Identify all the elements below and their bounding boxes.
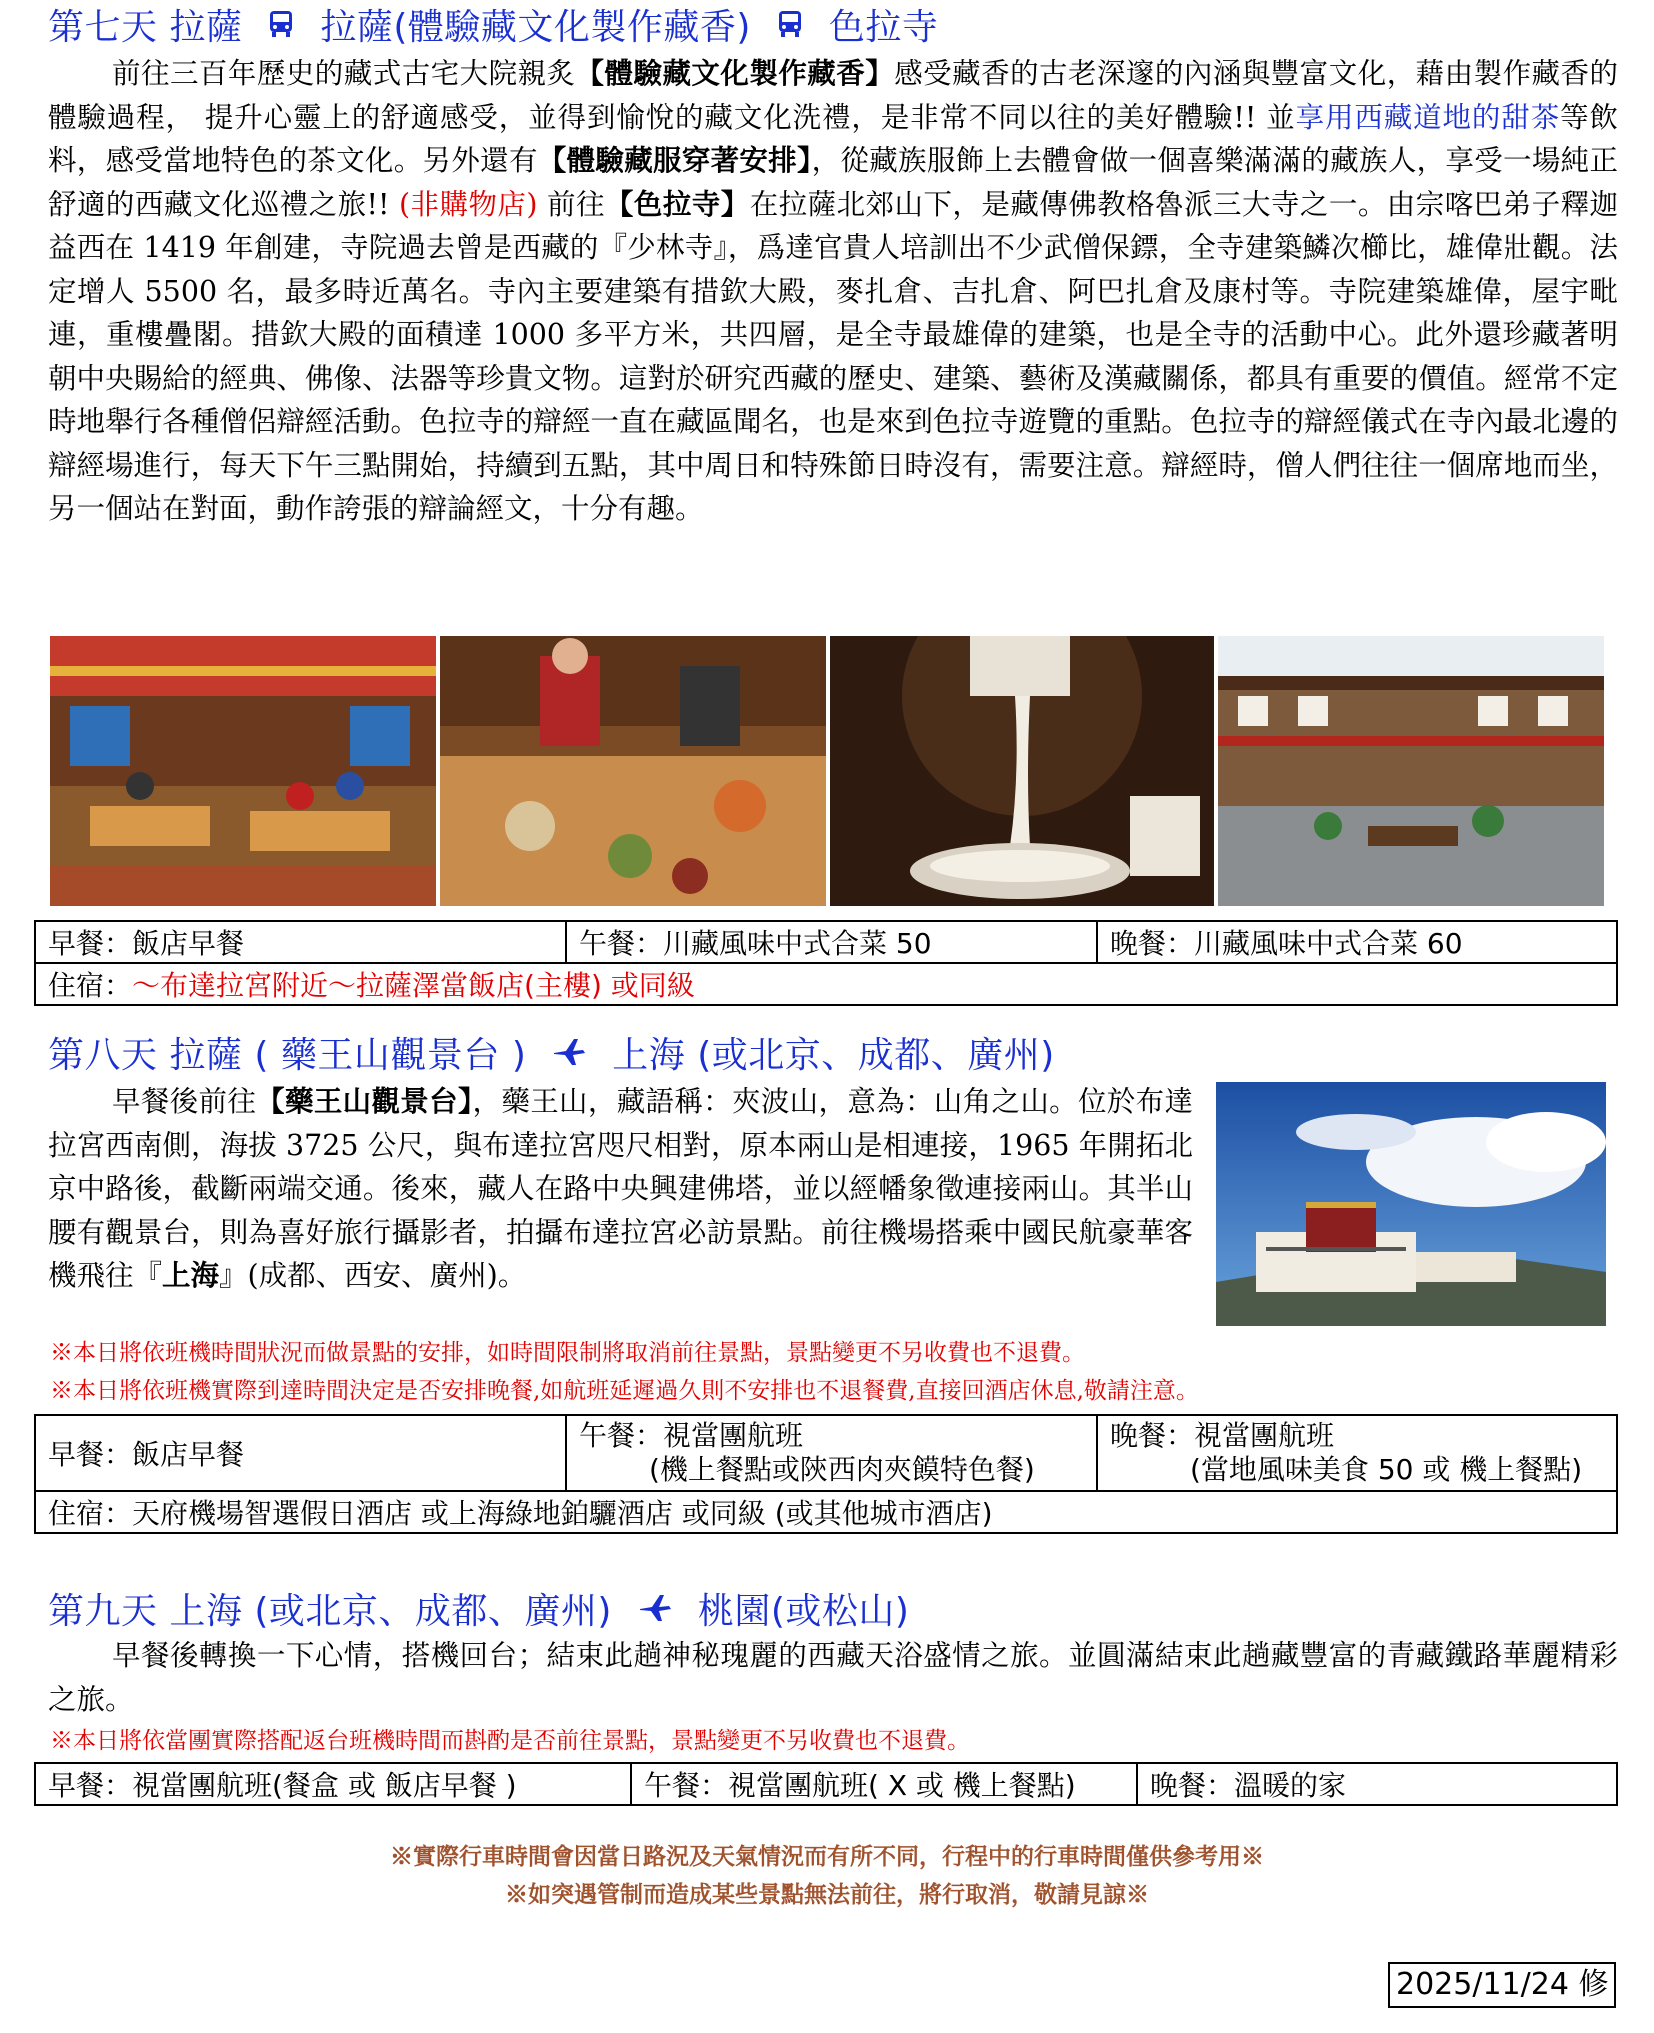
day8-text-2: ，藥王山，藏語稱：夾波山，意為：山角之山。位於布達拉宮西南側，海拔 3725 公尺，與布達拉宮咫尺相對，原本兩山是相連接，1965 年開拓北京中路後，截斷兩端交通。後來，藏人在路中央興建佛塔，並以經幡象徵連接兩山。其半山腰有觀景台，則為喜好旅行攝影者，拍攝布達拉宮必訪景點。前往機場搭乘中國民航豪華客機飛往『 (48, 1085, 1193, 1292)
day8-title (48, 1032, 1055, 1080)
day7-highlight-costume: 【體驗藏服穿著安排】 (537, 143, 812, 177)
day7-meal-table (34, 920, 1618, 1006)
day7-title-end: 色拉寺 (828, 7, 939, 48)
bus-icon (777, 4, 803, 52)
tibetan-house-interior-photo (50, 636, 436, 906)
day7-highlight-incense: 【體驗藏文化製作藏香】 (575, 56, 895, 90)
day7-non-shopping: (非購物店) (398, 187, 538, 221)
day7-dinner: 晚餐：川藏風味中式合菜 60 (1097, 921, 1617, 963)
footer-note-1: ※實際行車時間會因當日路況及天氣情況而有所不同，行程中的行車時間僅供參考用※ (390, 1843, 1264, 1870)
day8-breakfast: 早餐：飯店早餐 (35, 1415, 566, 1491)
day8-text-3: 』(成都、西安、廣州)。 (219, 1259, 527, 1292)
day8-highlight-yaowang: 【藥王山觀景台】 (256, 1084, 473, 1118)
day9-meal-table (34, 1762, 1618, 1806)
day7-title-start: 第七天 拉薩 (48, 7, 243, 48)
day8-meal-table (34, 1414, 1618, 1534)
day7-lunch: 午餐：川藏風味中式合菜 50 (566, 921, 1097, 963)
day7-text-4: ，從藏族服飾上去體會做一個喜樂滿滿的藏族人，享受一場純正舒適的西藏文化巡禮之旅!! (48, 144, 1618, 221)
day8-lunch-title: 午餐：視當團航班 (579, 1419, 804, 1452)
day8-description (48, 1080, 1193, 1298)
day7-lodging-hotel: ～布達拉宮附近～拉薩澤當飯店(主樓) 或同級 (132, 969, 695, 1002)
day7-description (48, 52, 1618, 531)
courtyard-photo (1218, 636, 1604, 906)
day7-text-2: 感受藏香的古老深邃的內涵與豐富文化，藉由製作藏香的體驗過程， 提升心靈上的舒適感受，並得到愉悅的藏文化洗禮，是非常不同以往的美好體驗!! 並 (48, 57, 1618, 134)
day9-title (48, 1588, 909, 1636)
day7-highlight-sera: 【色拉寺】 (604, 186, 750, 221)
day8-highlight-shanghai: 上海 (162, 1258, 220, 1292)
day8-lodging: 住宿：天府機場智選假日酒店 或上海綠地鉑驪酒店 或同級 (或其他城市酒店) (35, 1491, 1617, 1533)
day7-sweet-tea: 享用西藏道地的甜茶 (1295, 100, 1561, 134)
day8-note-1: ※本日將依班機時間狀況而做景點的安排，如時間限制將取消前往景點，景點變更不另收費也不退費。 (50, 1340, 1085, 1366)
potala-palace-photo (1216, 1082, 1606, 1326)
day8-dinner (1097, 1415, 1617, 1491)
day8-lunch (566, 1415, 1097, 1491)
day9-dinner: 晚餐：溫暖的家 (1137, 1763, 1617, 1805)
revision-date: 2025/11/24 修 (1388, 1962, 1616, 2008)
day9-title-start: 第九天 上海 (或北京、成都、廣州) (48, 1591, 612, 1632)
day7-text-6: 在拉薩北郊山下，是藏傳佛教格魯派三大寺之一。由宗喀巴弟子釋迦益西在 1419 年創建，寺院過去曾是西藏的『少林寺』，爲達官貴人培訓出不少武僧保鏢，全寺建築鱗次櫛比，雄偉壯觀。法定增人 5500 名，最多時近萬名。寺內主要建築有措欽大殿，麥扎倉、吉扎倉、阿巴扎倉及康村等。寺院建築雄偉，屋宇毗連，重樓疊閣。措欽大殿的面積達 1000 多平方米，共四層，是全寺最雄偉的建築，也是全寺的活動中心。此外還珍藏著明朝中央賜給的經典、佛像、法器等珍貴文物。這對於研究西藏的歷史、建築、藝術及漢藏關係，都具有重要的價值。經常不定時地舉行各種僧侶辯經活動。色拉寺的辯經一直在藏區聞名，也是來到色拉寺遊覽的重點。色拉寺的辯經儀式在寺內最北邊的辯經場進行，每天下午三點開始，持續到五點，其中周日和特殊節日時沒有，需要注意。辯經時，僧人們往往一個席地而坐，另一個站在對面，動作誇張的辯論經文，十分有趣。 (48, 187, 1618, 525)
day8-title-end: 上海 (或北京、成都、廣州) (612, 1035, 1055, 1076)
day9-breakfast: 早餐：視當團航班(餐盒 或 飯店早餐 ) (35, 1763, 631, 1805)
day8-dinner-detail: (當地風味美食 50 或 機上餐點) (1190, 1453, 1583, 1486)
plane-icon (552, 1032, 586, 1080)
plane-icon (638, 1588, 672, 1636)
day7-breakfast: 早餐：飯店早餐 (35, 921, 566, 963)
day9-lunch: 午餐：視當團航班( X 或 機上餐點) (631, 1763, 1137, 1805)
day7-title-mid: 拉薩(體驗藏文化製作藏香) (320, 7, 751, 48)
day8-text-1: 早餐後前往 (112, 1085, 257, 1118)
day9-title-end: 桃園(或松山) (697, 1591, 910, 1632)
day7-text-5: 前往 (537, 187, 605, 221)
day9-description: 早餐後轉換一下心情，搭機回台；結束此趟神秘瑰麗的西藏天浴盛情之旅。並圓滿結束此趟藏豐富的青藏鐵路華麗精彩之旅。 (48, 1639, 1618, 1716)
day7-lodging-label: 住宿： (48, 969, 133, 1002)
footer-note-2: ※如突遇管制而造成某些景點無法前往，將行取消，敬請見諒※ (505, 1881, 1149, 1908)
sweet-tea-photo (830, 636, 1214, 906)
day8-note-2: ※本日將依班機實際到達時間決定是否安排晚餐,如航班延遲過久則不安排也不退餐費,直接回酒店休息,敬請注意。 (50, 1378, 1199, 1404)
day7-text-3: 等飲料，感受當地特色的茶文化。另外還有 (48, 100, 1618, 177)
incense-making-photo (440, 636, 826, 906)
day8-dinner-title: 晚餐：視當團航班 (1110, 1419, 1335, 1452)
day7-lodging (35, 963, 1617, 1005)
day9-note-1: ※本日將依當團實際搭配返台班機時間而斟酌是否前往景點，景點變更不另收費也不退費。 (50, 1728, 970, 1754)
day8-lunch-detail: (機上餐點或陝西肉夾饃特色餐) (649, 1453, 1035, 1486)
day8-title-start: 第八天 拉薩 ( 藥王山觀景台 ) (48, 1035, 527, 1076)
bus-icon (268, 4, 294, 52)
day7-title (48, 4, 938, 52)
day7-text-1: 前往三百年歷史的藏式古宅大院親炙 (112, 57, 576, 90)
